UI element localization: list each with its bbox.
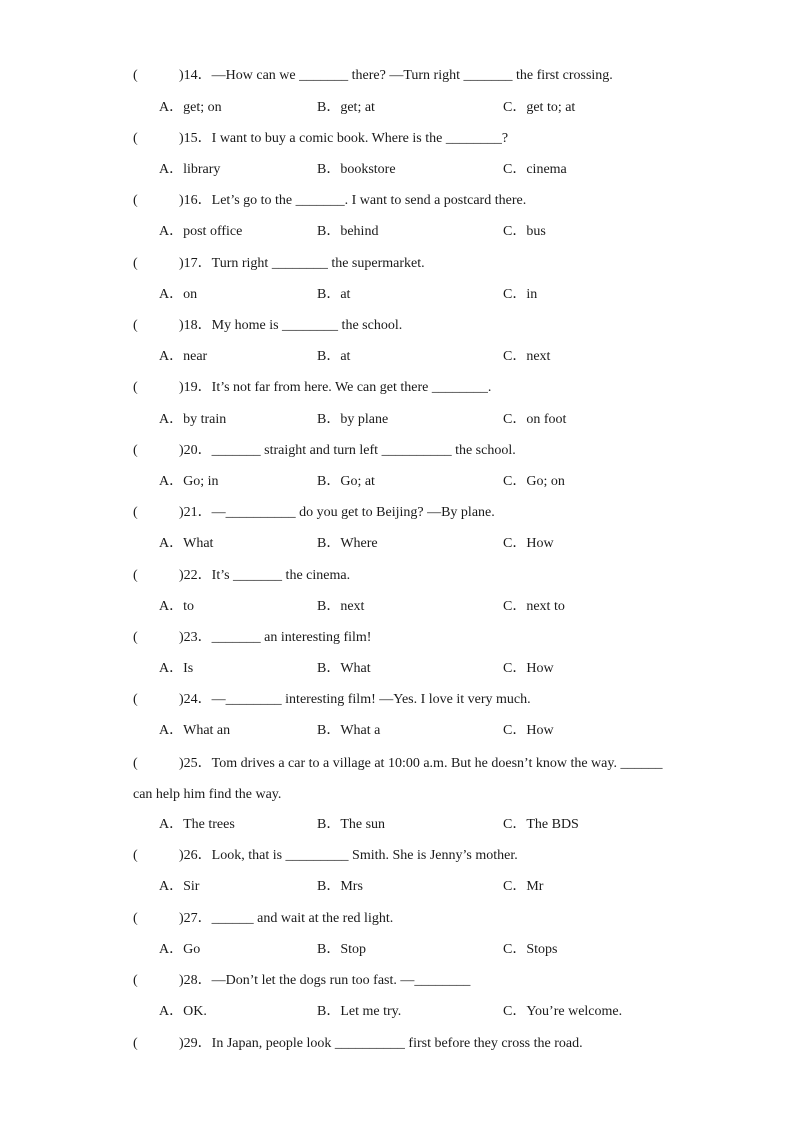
question-stem: )25．Tom drives a car to a village at 10:00 a.m. But he doesn’t know the way. ______ can help him find the way. bbox=[133, 756, 663, 802]
answer-paren: ( bbox=[133, 568, 138, 583]
question-stem: )24．—________ interesting film! —Yes. I love it very much. bbox=[179, 692, 531, 707]
options-row bbox=[159, 660, 679, 678]
options-row bbox=[159, 1003, 679, 1021]
option-c[interactable]: C．You’re welcome. bbox=[503, 1004, 623, 1019]
option-a[interactable]: A．Go; in bbox=[159, 474, 219, 489]
answer-paren: ( bbox=[133, 505, 138, 520]
answer-paren: ( bbox=[133, 756, 138, 771]
option-a[interactable]: A．post office bbox=[159, 224, 243, 239]
question-20 bbox=[133, 442, 673, 460]
question-22 bbox=[133, 567, 673, 585]
option-c[interactable]: C．next bbox=[503, 349, 551, 364]
option-b[interactable]: B．Let me try. bbox=[317, 1004, 402, 1019]
option-b[interactable]: B．The sun bbox=[317, 817, 386, 832]
option-a[interactable]: A．on bbox=[159, 287, 198, 302]
question-stem: )28．—Don’t let the dogs run too fast. —________ bbox=[179, 973, 471, 988]
option-c[interactable]: C．bus bbox=[503, 224, 546, 239]
question-stem: )18．My home is ________ the school. bbox=[179, 318, 403, 333]
question-stem: )17．Turn right ________ the supermarket. bbox=[179, 256, 425, 271]
options-row bbox=[159, 223, 679, 241]
answer-paren: ( bbox=[133, 911, 138, 926]
options-row bbox=[159, 348, 679, 366]
option-b[interactable]: B．What a bbox=[317, 723, 381, 738]
option-b[interactable]: B．Where bbox=[317, 536, 378, 551]
option-b[interactable]: B．by plane bbox=[317, 412, 389, 427]
option-c[interactable]: C．Mr bbox=[503, 879, 544, 894]
option-b[interactable]: B．Go; at bbox=[317, 474, 375, 489]
question-stem: )21．—__________ do you get to Beijing? —By plane. bbox=[179, 505, 495, 520]
question-stem: )22．It’s _______ the cinema. bbox=[179, 568, 351, 583]
options-row bbox=[159, 816, 679, 834]
option-b[interactable]: B．at bbox=[317, 287, 351, 302]
options-row bbox=[159, 878, 679, 896]
question-18 bbox=[133, 317, 673, 335]
options-row bbox=[159, 722, 679, 740]
option-b[interactable]: B．at bbox=[317, 349, 351, 364]
answer-paren: ( bbox=[133, 1036, 138, 1051]
answer-paren: ( bbox=[133, 973, 138, 988]
question-14 bbox=[133, 67, 673, 85]
question-stem: )29．In Japan, people look __________ first before they cross the road. bbox=[179, 1036, 583, 1051]
option-a[interactable]: A．library bbox=[159, 162, 221, 177]
question-16 bbox=[133, 192, 673, 210]
options-row bbox=[159, 598, 679, 616]
question-28 bbox=[133, 972, 673, 990]
question-stem: )16．Let’s go to the _______. I want to send a postcard there. bbox=[179, 193, 527, 208]
option-c[interactable]: C．How bbox=[503, 536, 554, 551]
answer-paren: ( bbox=[133, 692, 138, 707]
option-c[interactable]: C．in bbox=[503, 287, 538, 302]
question-15 bbox=[133, 130, 673, 148]
options-row bbox=[159, 99, 679, 117]
question-19 bbox=[133, 379, 673, 397]
option-b[interactable]: B．behind bbox=[317, 224, 379, 239]
option-c[interactable]: C．The BDS bbox=[503, 817, 579, 832]
option-c[interactable]: C．How bbox=[503, 723, 554, 738]
options-row bbox=[159, 286, 679, 304]
answer-paren: ( bbox=[133, 131, 138, 146]
options-row bbox=[159, 411, 679, 429]
options-row bbox=[159, 941, 679, 959]
answer-paren: ( bbox=[133, 443, 138, 458]
option-a[interactable]: A．by train bbox=[159, 412, 227, 427]
option-b[interactable]: B．bookstore bbox=[317, 162, 396, 177]
question-17 bbox=[133, 255, 673, 273]
option-c[interactable]: C．on foot bbox=[503, 412, 567, 427]
option-a[interactable]: A．The trees bbox=[159, 817, 235, 832]
question-25 bbox=[133, 748, 673, 810]
option-c[interactable]: C．cinema bbox=[503, 162, 567, 177]
option-c[interactable]: C．How bbox=[503, 661, 554, 676]
question-27 bbox=[133, 910, 673, 928]
question-stem: )19．It’s not far from here. We can get there ________. bbox=[179, 380, 492, 395]
option-a[interactable]: A．near bbox=[159, 349, 208, 364]
question-24 bbox=[133, 691, 673, 709]
answer-paren: ( bbox=[133, 380, 138, 395]
question-stem: )15．I want to buy a comic book. Where is the ________? bbox=[179, 131, 509, 146]
answer-paren: ( bbox=[133, 848, 138, 863]
option-b[interactable]: B．next bbox=[317, 599, 365, 614]
answer-paren: ( bbox=[133, 193, 138, 208]
option-a[interactable]: A．What an bbox=[159, 723, 231, 738]
option-c[interactable]: C．Go; on bbox=[503, 474, 565, 489]
question-29 bbox=[133, 1035, 673, 1053]
option-a[interactable]: A．Sir bbox=[159, 879, 200, 894]
question-stem: )23．_______ an interesting film! bbox=[179, 630, 372, 645]
options-row bbox=[159, 473, 679, 491]
option-c[interactable]: C．Stops bbox=[503, 942, 558, 957]
question-23 bbox=[133, 629, 673, 647]
answer-paren: ( bbox=[133, 318, 138, 333]
answer-paren: ( bbox=[133, 630, 138, 645]
options-row bbox=[159, 535, 679, 553]
question-21 bbox=[133, 504, 673, 522]
option-a[interactable]: A．to bbox=[159, 599, 194, 614]
option-a[interactable]: A．get; on bbox=[159, 100, 222, 115]
option-c[interactable]: C．next to bbox=[503, 599, 565, 614]
question-stem: )27．______ and wait at the red light. bbox=[179, 911, 394, 926]
question-stem: )14．—How can we _______ there? —Turn right _______ the first crossing. bbox=[179, 68, 613, 83]
option-a[interactable]: A．OK. bbox=[159, 1004, 207, 1019]
option-b[interactable]: B．Mrs bbox=[317, 879, 363, 894]
option-c[interactable]: C．get to; at bbox=[503, 100, 576, 115]
answer-paren: ( bbox=[133, 256, 138, 271]
option-a[interactable]: A．Is bbox=[159, 661, 194, 676]
option-a[interactable]: A．Go bbox=[159, 942, 201, 957]
question-26 bbox=[133, 847, 673, 865]
option-a[interactable]: A．What bbox=[159, 536, 214, 551]
answer-paren: ( bbox=[133, 68, 138, 83]
option-b[interactable]: B．get; at bbox=[317, 100, 375, 115]
option-b[interactable]: B．What bbox=[317, 661, 371, 676]
question-stem: )26．Look, that is _________ Smith. She is Jenny’s mother. bbox=[179, 848, 518, 863]
option-b[interactable]: B．Stop bbox=[317, 942, 367, 957]
question-stem: )20．_______ straight and turn left __________ the school. bbox=[179, 443, 516, 458]
options-row bbox=[159, 161, 679, 179]
